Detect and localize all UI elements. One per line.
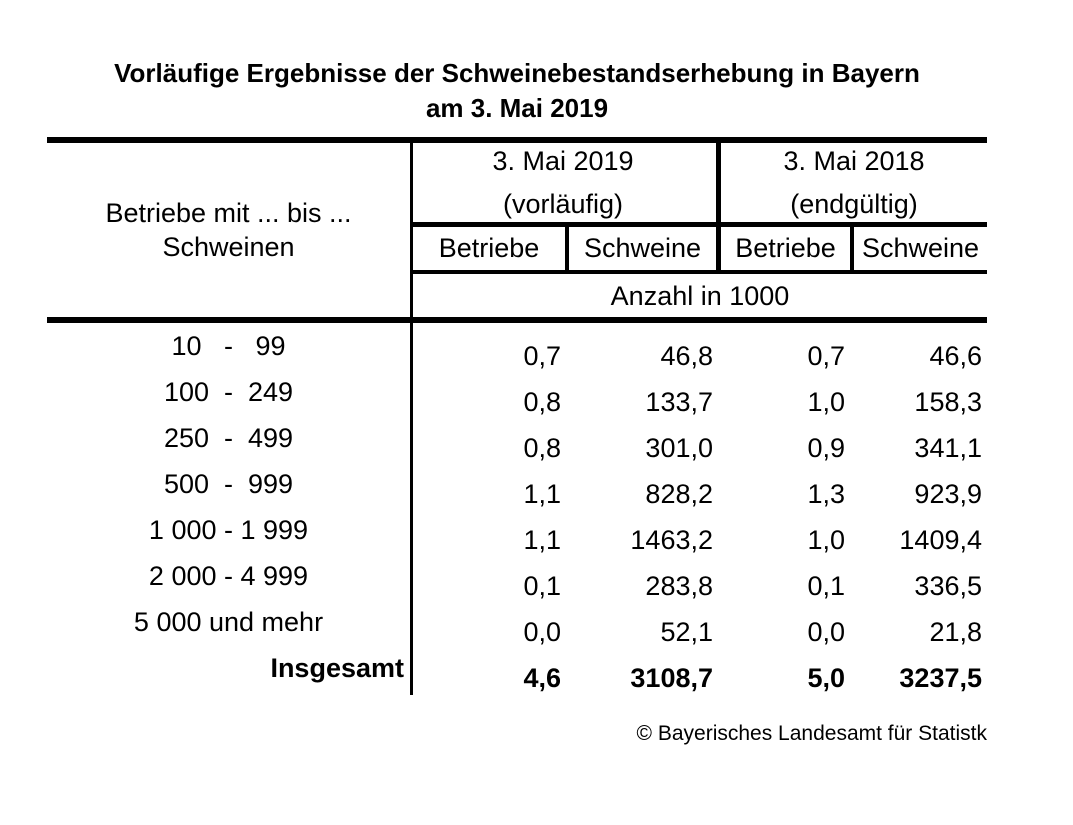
title-line-2: am 3. Mai 2019 xyxy=(425,93,609,123)
value-cell: 0,0 xyxy=(807,617,845,647)
total-row xyxy=(47,645,987,691)
row-label: 2 000 - 4 999 xyxy=(148,561,309,591)
value-cell: 336,5 xyxy=(914,571,982,601)
row-label: 10 - 99 xyxy=(171,331,286,361)
group-header-2019 xyxy=(413,143,713,222)
table-row xyxy=(47,323,987,369)
row-label: 250 - 499 xyxy=(163,423,294,453)
value-cell: 0,1 xyxy=(807,571,845,601)
table-row xyxy=(47,461,987,507)
row-label: 5 000 und mehr xyxy=(133,607,324,637)
col-header-betriebe-2019: Betriebe xyxy=(438,233,540,263)
row-label: 100 - 249 xyxy=(163,377,294,407)
table-body xyxy=(47,323,987,691)
stub-header-line-2: Schweinen xyxy=(162,232,295,262)
value-cell: 1,1 xyxy=(523,525,561,555)
value-cell: 923,9 xyxy=(914,479,982,509)
pig-census-table xyxy=(47,137,987,697)
group-header-2018-subtitle: (endgültig) xyxy=(790,188,918,219)
value-cell: 283,8 xyxy=(645,571,713,601)
value-cell: 828,2 xyxy=(645,479,713,509)
table-row xyxy=(47,599,987,645)
col-header-schweine-2018: Schweine xyxy=(861,233,980,263)
value-cell: 1409,4 xyxy=(899,525,982,555)
value-cell: 0,7 xyxy=(523,341,561,371)
group-header-2019-title: 3. Mai 2019 xyxy=(492,145,634,176)
value-cell: 46,6 xyxy=(929,341,982,371)
value-cell: 0,8 xyxy=(523,387,561,417)
value-cell: 1,3 xyxy=(807,479,845,509)
value-cell: 0,8 xyxy=(523,433,561,463)
page-title xyxy=(47,56,987,126)
value-cell: 0,1 xyxy=(523,571,561,601)
copyright-note: © Bayerisches Landesamt für Statistk xyxy=(636,722,987,745)
value-cell: 0,0 xyxy=(523,617,561,647)
value-cell: 0,7 xyxy=(807,341,845,371)
value-cell: 46,8 xyxy=(660,341,713,371)
subheader-underline xyxy=(410,270,987,274)
table-row xyxy=(47,553,987,599)
value-cell: 341,1 xyxy=(914,433,982,463)
value-cell: 1,1 xyxy=(523,479,561,509)
unit-header: Anzahl in 1000 xyxy=(610,281,790,311)
stub-header xyxy=(47,143,410,317)
group-header-2018 xyxy=(721,143,987,222)
value-cell: 301,0 xyxy=(645,433,713,463)
group-header-2019-subtitle: (vorläufig) xyxy=(502,188,624,219)
table-row xyxy=(47,415,987,461)
value-cell: 52,1 xyxy=(660,617,713,647)
value-cell: 21,8 xyxy=(929,617,982,647)
total-value-cell: 3237,5 xyxy=(899,663,982,693)
row-label: 1 000 - 1 999 xyxy=(148,515,309,545)
table-row xyxy=(47,369,987,415)
value-cell: 158,3 xyxy=(914,387,982,417)
value-cell: 1463,2 xyxy=(630,525,713,555)
value-cell: 1,0 xyxy=(807,387,845,417)
title-line-1: Vorläufige Ergebnisse der Schweinebestandserhebung in Bayern xyxy=(114,58,920,88)
table-row xyxy=(47,507,987,553)
col-header-betriebe-2018: Betriebe xyxy=(735,233,836,263)
value-cell: 1,0 xyxy=(807,525,845,555)
total-value-cell: 3108,7 xyxy=(630,663,713,693)
total-value-cell: 4,6 xyxy=(523,663,561,693)
stub-header-line-1: Betriebe mit ... bis ... xyxy=(105,198,352,228)
value-cell: 133,7 xyxy=(645,387,713,417)
total-value-cell: 5,0 xyxy=(807,663,845,693)
row-label: 500 - 999 xyxy=(163,469,294,499)
total-row-label: Insgesamt xyxy=(270,653,404,683)
group-header-2018-title: 3. Mai 2018 xyxy=(783,145,925,176)
value-cell: 0,9 xyxy=(807,433,845,463)
col-header-schweine-2019: Schweine xyxy=(583,233,702,263)
